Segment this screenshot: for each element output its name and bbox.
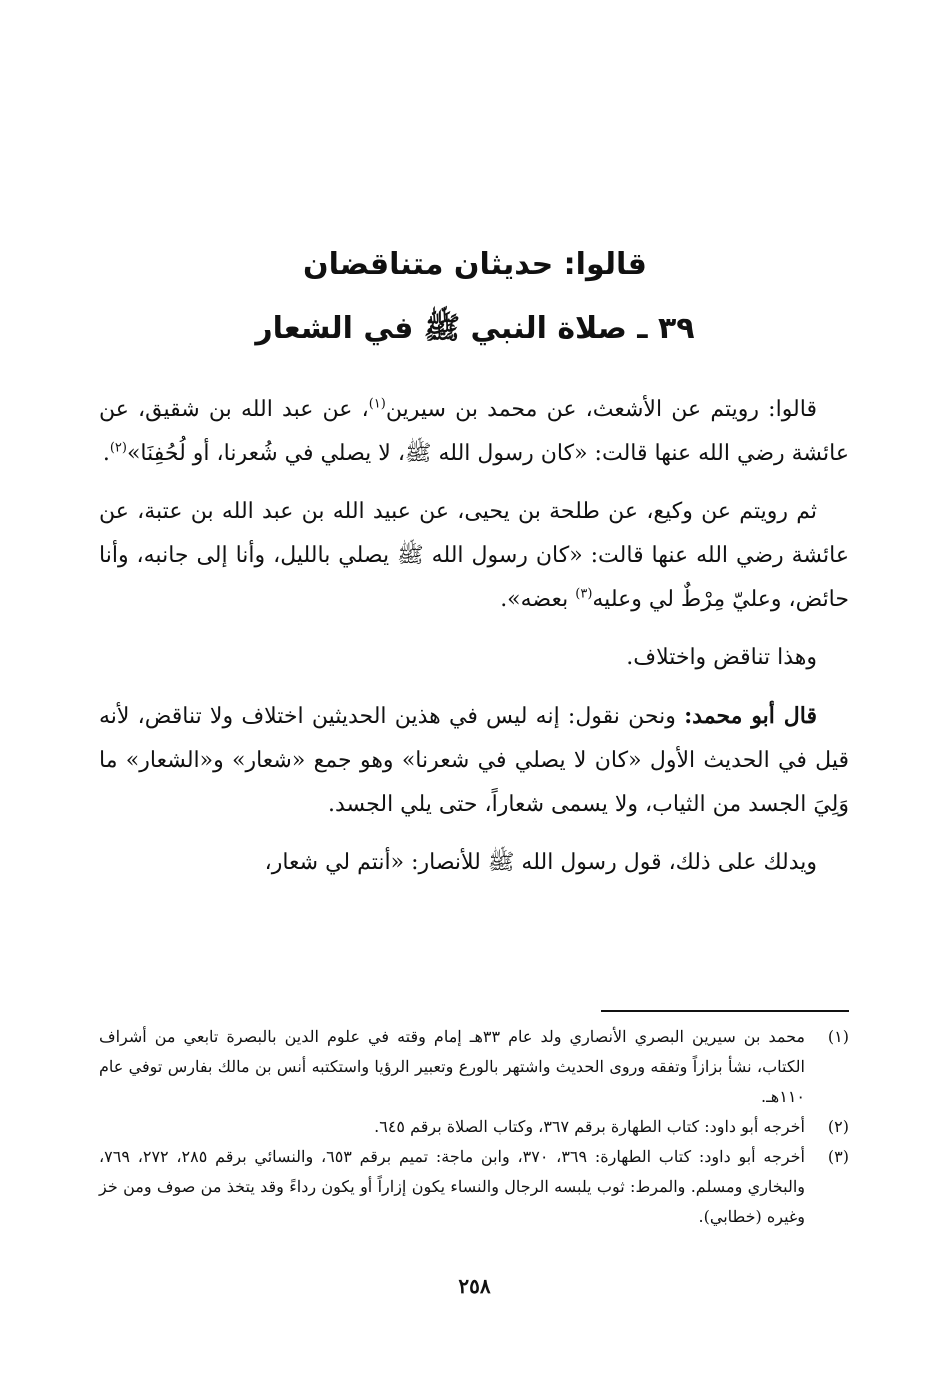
footnote-ref-2[interactable]: (٢) [109,440,127,456]
footnote-2 [99,1112,849,1142]
footnote-ref-1[interactable]: (١) [368,396,386,412]
footnote-text: أخرجه أبو داود: كتاب الطهارة: ٣٦٩، ٣٧٠، وابن ماجة: تميم برقم ٦٥٣، والنسائي برقم ٢٨٥، ٢٧٢، ٧٦٩، والبخاري ومسلم. والمرط: ثوب يلبسه الرجال والنساء يكون إزاراً أو يكون رداءً وقد يتخذ من صوف ومن خز وغيره (خطابي). [99,1147,806,1226]
paragraph-5: ويدلك على ذلك، قول رسول الله ﷺ للأنصار: «أنتم لي شعار، [264,850,817,875]
chapter-title: ٣٩ ـ صلاة النبي ﷺ في الشعار [255,311,695,346]
footnote-number: (١) [827,1027,849,1046]
paragraph-1-part-a: قالوا: رويتم عن الأشعث، عن محمد بن سيرين [385,397,817,422]
paragraph-2 [99,490,849,622]
footnote-text: أخرجه أبو داود: كتاب الطهارة برقم ٣٦٧، وكتاب الصلاة برقم ٦٤٥. [374,1117,805,1136]
paragraph-4 [99,694,849,827]
footnotes [99,1022,849,1232]
footnote-divider [601,1010,849,1012]
footnote-number: (٢) [827,1117,849,1136]
paragraph-1-part-c: . [102,441,110,466]
paragraph-2-part-a: ثم رويتم عن وكيع، عن طلحة بن يحيى، عن عبيد الله بن عبد الله بن عتبة، عن عائشة رضي الله عنها قالت: «كان رسول الله ﷺ يصلي بالليل، وأنا إلى جانبه، وأنا حائض، وعليّ مِرْطٌ لي وعليه [99,499,849,612]
footnote-1 [99,1022,849,1112]
paragraph-3: وهذا تناقض واختلاف. [626,645,817,670]
footnote-text: محمد بن سيرين البصري الأنصاري ولد عام ٣٣هـ إمام وقته في علوم الدين بالبصرة تابعي من أشراف الكتاب، نشأ بزازاً وتفقه وروى الحديث واشتهر بالورع وتعبير الرؤيا واستكتبه أنس بن مالك بفارس توفي عام ١١٠هـ. [99,1027,806,1106]
section-title: قالوا: حديثان متناقضان [303,247,647,282]
paragraph-1 [99,388,849,476]
main-text [99,388,849,899]
footnote-ref-3[interactable]: (٣) [575,586,593,602]
page-number: ٢٥٨ [458,1274,491,1298]
chapter-heading [100,238,850,356]
paragraph-4-text: ونحن نقول: إنه ليس في هذين الحديثين اختلاف ولا تناقض، لأنه قيل في الحديث الأول «كان لا يصلي في شعرنا» وهو جمع «شعار» و«الشعار» ما وَلِيَ الجسد من الثياب، ولا يسمى شعاراً، حتى يلي الجسد. [99,704,849,817]
paragraph-2-part-b: بعضه». [500,587,576,612]
footnote-3 [99,1142,849,1232]
speaker-lead: قال أبو محمد: [684,703,818,729]
paragraph-1-part-b: ، عن عبد الله بن شقيق، عن عائشة رضي الله عنها قالت: «كان رسول الله ﷺ، لا يصلي في شُعرنا، أو لُحُفِنَا» [99,397,849,466]
footnote-number: (٣) [827,1147,849,1166]
